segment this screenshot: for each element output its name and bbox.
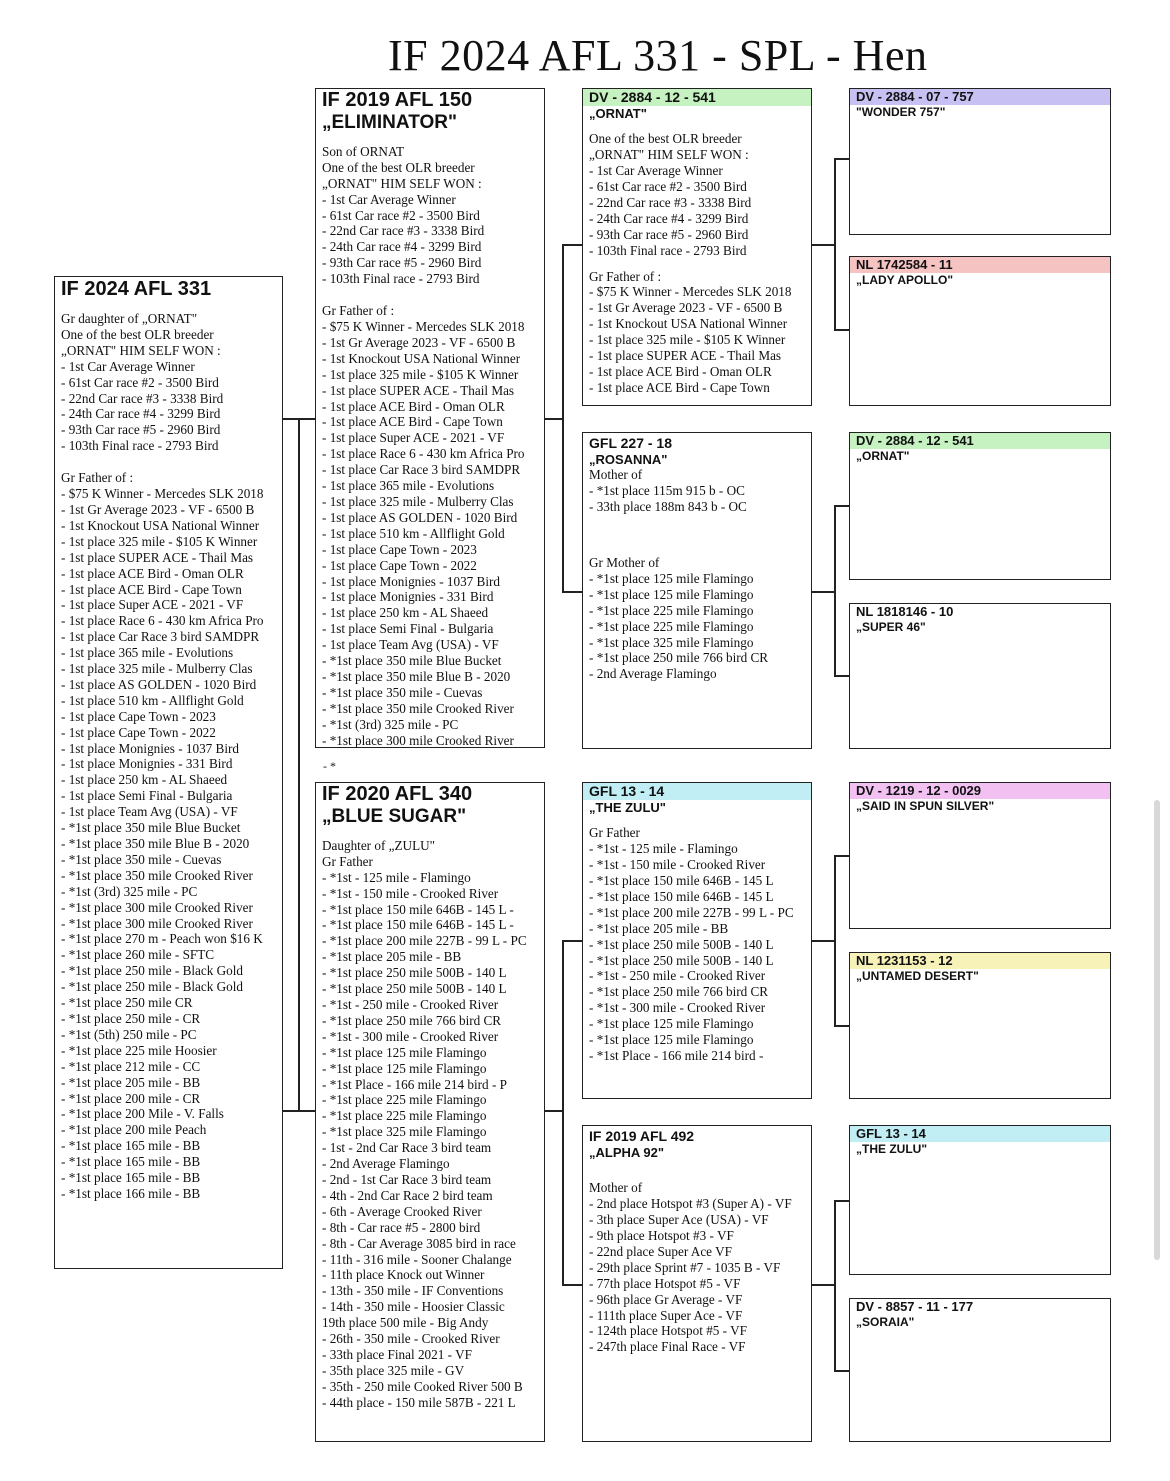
record-line: - 77th place Hotspot #5 - VF: [589, 1275, 741, 1291]
record-line: - $75 K Winner - Mercedes SLK 2018: [589, 284, 792, 300]
connector: [834, 505, 849, 507]
record-line: - *1st (3rd) 325 mile - PC: [322, 716, 459, 732]
record-line: - *1st place 125 mile Flamingo: [589, 1032, 754, 1048]
record-line: - 4th - 2nd Car Race 2 bird team: [322, 1187, 493, 1203]
record-line: - 1st place Cape Town - 2023: [322, 541, 477, 557]
record-line: - 1st place Cape Town - 2022: [322, 557, 477, 573]
record-line: One of the best OLR breeder: [322, 159, 475, 175]
record-line: - 1st place SUPER ACE - Thail Mas: [322, 382, 515, 398]
record-line: - 1st place ACE Bird - Oman OLR: [589, 364, 772, 380]
dam-sire-box: [582, 782, 812, 1099]
record-line: - *1st place 250 mile - CR: [61, 1010, 201, 1026]
record-line: - 1st Gr Average 2023 - VF - 6500 B: [589, 300, 783, 316]
dam-sire-name: „THE ZULU": [589, 799, 666, 815]
record-line: - 1st place AS GOLDEN - 1020 Bird: [322, 509, 518, 525]
record-line: - *1st place 300 mile Crooked River: [322, 732, 514, 748]
record-line: - *1st Place - 166 mile 214 bird - P: [322, 1076, 507, 1092]
record-line: - 1st place Race 6 - 430 km Africa Pro: [322, 446, 525, 462]
record-line: „ORNAT" HIM SELF WON :: [589, 147, 749, 163]
record-line: Gr Mother of: [589, 555, 660, 571]
record-line: - 1st - 2nd Car Race 3 bird team: [322, 1140, 492, 1156]
dam-ring: IF 2020 AFL 340: [322, 783, 473, 805]
connector: [812, 591, 834, 593]
record-line: - 2nd Average Flamingo: [589, 666, 717, 682]
record-line: - *1st place 250 mile CR: [61, 995, 193, 1011]
record-line: - 1st place Cape Town - 2023: [61, 708, 216, 724]
record-line: - *1st - 300 mile - Crooked River: [589, 1000, 766, 1016]
record-line: - 1st place Car Race 3 bird SAMDPR: [322, 462, 521, 478]
connector: [834, 675, 849, 677]
record-line: - *1st place 250 mile 766 bird CR: [322, 1012, 502, 1028]
record-line: - 1st place Race 6 - 430 km Africa Pro: [61, 613, 264, 629]
record-line: - *1st place 125 mile Flamingo: [589, 570, 754, 586]
record-line: - 1st place ACE Bird - Oman OLR: [322, 398, 505, 414]
record-line: - 33th place 188m 843 b - OC: [589, 499, 747, 515]
ggp-ring-5: DV - 1219 - 12 - 0029: [850, 783, 1110, 799]
record-line: - *1st place 125 mile Flamingo: [589, 1016, 754, 1032]
subject-lines-2: [55, 470, 282, 1202]
record-line: - *1st place 250 mile - Black Gold: [61, 963, 244, 979]
record-line: - 6th - Average Crooked River: [322, 1203, 482, 1219]
record-line: - *1st - 250 mile - Crooked River: [322, 997, 499, 1012]
record-line: - *1st - 300 mile - Crooked River: [322, 1028, 499, 1044]
record-line: - *1st place 350 mile - Cuevas: [61, 851, 222, 867]
record-line: - *1st place 200 mile Peach: [61, 1122, 207, 1138]
ggp-name-4: „SUPER 46": [856, 619, 926, 634]
page-title: IF 2024 AFL 331 - SPL - Hen: [388, 31, 928, 80]
record-line: - 1st Gr Average 2023 - VF - 6500 B: [61, 501, 255, 517]
dam-dam-lines: [583, 1180, 811, 1355]
record-line: - 61st Car race #2 - 3500 Bird: [589, 179, 747, 195]
record-line: - 1st place ACE Bird - Cape Town: [322, 414, 503, 430]
record-line: - 14th - 350 mile - Hoosier Classic: [322, 1299, 505, 1315]
record-line: - 103th Final race - 2793 Bird: [589, 242, 747, 258]
sire-sire-lines-2: [583, 269, 811, 396]
ggp-box-6: [849, 952, 1111, 1099]
record-line: - *1st place 270 m - Peach won $16 K: [61, 931, 263, 947]
record-line: - *1st place 350 mile Crooked River: [61, 867, 253, 883]
record-line: - *1st place 250 mile 500B - 140 L: [589, 936, 774, 952]
subject-ring: IF 2024 AFL 331: [61, 278, 212, 300]
dam-box: [315, 782, 545, 1442]
record-line: - *1st - 125 mile - Flamingo: [589, 841, 738, 857]
ggp-box-4: [849, 603, 1111, 749]
connector: [834, 855, 836, 1026]
subject-lines: [55, 311, 282, 454]
record-line: - 247th place Final Race - VF: [589, 1339, 746, 1355]
sire-dam-ring: GFL 227 - 18: [589, 435, 673, 451]
record-line: - *1st place 225 mile Flamingo: [589, 602, 754, 618]
connector: [834, 1200, 836, 1371]
record-line: - *1st place 225 mile Flamingo: [589, 618, 754, 634]
record-line: - *1st place 200 mile - CR: [61, 1090, 201, 1106]
connector: [562, 1284, 582, 1286]
record-line: - 93th Car race #5 - 2960 Bird: [589, 226, 749, 242]
connector: [834, 158, 849, 160]
ggp-box-2: [849, 256, 1111, 406]
connector: [545, 1110, 563, 1112]
record-line: - *1st place 125 mile Flamingo: [322, 1060, 487, 1076]
record-line: - 1st place 325 mile - Mulberry Clas: [322, 493, 514, 509]
record-line: - 13th - 350 mile - IF Conventions: [322, 1283, 504, 1299]
record-line: - 22nd Car race #3 - 3338 Bird: [589, 194, 752, 210]
ggp-ring-4: NL 1818146 - 10: [856, 604, 954, 619]
record-line: - 2nd Average Flamingo: [322, 1156, 450, 1172]
connector: [562, 244, 582, 246]
dam-dam-name: „ALPHA 92": [589, 1144, 665, 1160]
record-line: „ORNAT" HIM SELF WON :: [322, 175, 482, 191]
record-line: - *1st place 225 mile Hoosier: [61, 1042, 217, 1058]
record-line: - 1st place Monignies - 1037 Bird: [322, 573, 501, 589]
sire-box: [315, 88, 545, 748]
record-line: - 1st place SUPER ACE - Thail Mas: [589, 348, 782, 364]
record-line: - 33th place Final 2021 - VF: [322, 1346, 472, 1362]
connector: [812, 940, 834, 942]
record-line: - *1st place 250 mile 500B - 140 L: [322, 981, 507, 997]
record-line: - *1st place 300 mile Crooked River: [61, 915, 253, 931]
record-line: - *1st place 250 mile 766 bird CR: [589, 984, 769, 1000]
record-line: - *1st place 225 mile Flamingo: [322, 1092, 487, 1108]
record-line: - 35th place 325 mile - GV: [322, 1362, 465, 1378]
record-line: - 2nd place Hotspot #3 (Super A) - VF: [589, 1196, 792, 1212]
record-line: - 1st place 325 mile - Mulberry Clas: [61, 661, 253, 677]
record-line: - 1st place ACE Bird - Cape Town: [589, 379, 770, 395]
record-line: - 1st place 325 mile - $105 K Winner: [61, 533, 258, 549]
ggp-name-5: „SAID IN SPUN SILVER": [856, 798, 995, 813]
record-line: - *1st place 125 mile Flamingo: [322, 1044, 487, 1060]
record-line: - 1st Knockout USA National Winner: [322, 350, 521, 366]
record-line: - *1st - 150 mile - Crooked River: [322, 885, 499, 901]
connector: [562, 940, 564, 1285]
record-line: - *1st place 350 mile Crooked River: [322, 700, 514, 716]
connector: [834, 1370, 849, 1372]
record-line: - 26th - 350 mile - Crooked River: [322, 1331, 500, 1347]
record-line: - 1st place 250 km - AL Shaeed: [61, 772, 228, 788]
record-line: - *1st - 150 mile - Crooked River: [589, 857, 766, 873]
record-line: - $75 K Winner - Mercedes SLK 2018: [322, 319, 525, 334]
record-line: - *1st place 200 mile 227B - 99 L - PC: [322, 933, 527, 949]
record-line: - 1st place 325 mile - $105 K Winner: [589, 332, 786, 348]
record-line: One of the best OLR breeder: [61, 326, 214, 342]
record-line: - 1st place Super ACE - 2021 - VF: [322, 430, 505, 446]
record-line: - 93th Car race #5 - 2960 Bird: [322, 255, 482, 271]
record-line: - *1st place 205 mile - BB: [61, 1074, 201, 1090]
ggp-name-1: "WONDER 757": [856, 104, 946, 119]
record-line: - *1st - 125 mile - Flamingo: [322, 869, 471, 885]
connector: [834, 1025, 849, 1027]
sire-sire-name: „ORNAT": [589, 105, 647, 121]
record-line: - 24th Car race #4 - 3299 Bird: [322, 239, 482, 255]
connector: [545, 418, 563, 420]
connector: [834, 505, 836, 676]
stray-note: - *: [323, 759, 336, 773]
record-line: - 1st place Team Avg (USA) - VF: [61, 804, 238, 820]
record-line: Son of ORNAT: [322, 143, 405, 159]
scrollbar-thumb[interactable]: [1154, 800, 1160, 1260]
record-line: - *1st place 350 mile Blue Bucket: [61, 820, 241, 836]
record-line: - 1st place ACE Bird - Oman OLR: [61, 565, 244, 581]
record-line: - *1st place 165 mile - BB: [61, 1138, 201, 1154]
record-line: - *1st place 125 mile Flamingo: [589, 586, 754, 602]
ggp-box-5: [849, 782, 1111, 929]
record-line: - 22nd Car race #3 - 3338 Bird: [61, 390, 224, 406]
record-line: - 1st place Super ACE - 2021 - VF: [61, 597, 244, 613]
dam-name: „BLUE SUGAR": [322, 806, 467, 827]
connector: [562, 940, 582, 942]
record-line: „ORNAT" HIM SELF WON :: [61, 342, 221, 358]
connector: [562, 244, 564, 592]
record-line: - *1st (3rd) 325 mile - PC: [61, 883, 198, 899]
connector: [298, 1110, 315, 1112]
record-line: - 1st Knockout USA National Winner: [589, 316, 788, 332]
record-line: - 1st Car Average Winner: [61, 358, 195, 374]
record-line: - *1st place 115m 915 b - OC: [589, 483, 745, 499]
record-line: - *1st place 212 mile - CC: [61, 1058, 201, 1074]
record-line: - 1st place Semi Final - Bulgaria: [322, 621, 494, 637]
record-line: - *1st place 225 mile Flamingo: [322, 1108, 487, 1124]
record-line: - 22nd place Super Ace VF: [589, 1243, 732, 1259]
connector: [812, 244, 834, 246]
record-line: - 1st Car Average Winner: [589, 163, 723, 179]
record-line: Mother of: [589, 467, 643, 483]
sire-dam-lines: [583, 467, 811, 515]
record-line: - *1st place 350 mile Blue Bucket: [322, 653, 502, 669]
record-line: - 1st place 365 mile - Evolutions: [322, 478, 495, 494]
record-line: - 3th place Super Ace (USA) - VF: [589, 1212, 769, 1228]
record-line: - 111th place Super Ace - VF: [589, 1307, 743, 1323]
connector: [298, 418, 315, 420]
dam-dam-box: [582, 1125, 812, 1442]
connector: [834, 329, 849, 331]
ggp-ring-3: DV - 2884 - 12 - 541: [850, 433, 1110, 449]
record-line: - $75 K Winner - Mercedes SLK 2018: [61, 486, 264, 502]
connector: [834, 1200, 849, 1202]
connector: [812, 1284, 834, 1286]
connector: [283, 418, 299, 420]
record-line: - 1st place 250 km - AL Shaeed: [322, 605, 489, 621]
connector: [283, 1110, 299, 1112]
record-line: - 2nd - 1st Car Race 3 bird team: [322, 1171, 492, 1187]
record-line: - *1st place 300 mile Crooked River: [61, 899, 253, 915]
record-line: - 1st Gr Average 2023 - VF - 6500 B: [322, 334, 516, 350]
ggp-box-3: [849, 432, 1111, 580]
ggp-name-8: „SORAIA": [856, 1314, 915, 1329]
record-line: - 124th place Hotspot #5 - VF: [589, 1323, 747, 1339]
sire-lines: [316, 144, 544, 287]
record-line: - 103th Final race - 2793 Bird: [61, 438, 219, 454]
record-line: - 1st place AS GOLDEN - 1020 Bird: [61, 676, 257, 692]
connector: [834, 855, 849, 857]
record-line: Gr Father of :: [589, 268, 662, 284]
record-line: - 1st place 510 km - Allflight Gold: [61, 692, 244, 708]
subject-box: [54, 276, 283, 1269]
record-line: - 11th - 316 mile - Sooner Chalange: [322, 1251, 512, 1267]
record-line: - 1st place 365 mile - Evolutions: [61, 645, 234, 661]
sire-ring: IF 2019 AFL 150: [322, 89, 473, 111]
record-line: - 29th place Sprint #7 - 1035 B - VF: [589, 1259, 781, 1275]
sire-name: „ELIMINATOR": [322, 112, 457, 133]
sire-lines-2: [316, 303, 544, 748]
record-line: Mother of: [589, 1180, 643, 1196]
ggp-ring-2: NL 1742584 - 11: [850, 257, 1110, 273]
record-line: Gr Father: [589, 825, 640, 841]
record-line: Gr daughter of „ORNAT": [61, 311, 198, 326]
ggp-ring-6: NL 1231153 - 12: [850, 953, 1110, 969]
ggp-ring-8: DV - 8857 - 11 - 177: [856, 1299, 974, 1314]
record-line: - *1st place 250 mile - Black Gold: [61, 979, 244, 995]
record-line: 19th place 500 mile - Big Andy: [322, 1315, 489, 1331]
record-line: - 1st place 325 mile - $105 K Winner: [322, 366, 519, 382]
record-line: - *1st place 150 mile 646B - 145 L -: [322, 901, 514, 917]
ggp-name-2: „LADY APOLLO": [856, 272, 954, 287]
record-line: - 1st place 510 km - Allflight Gold: [322, 525, 505, 541]
connector: [834, 158, 836, 330]
sire-sire-ring: DV - 2884 - 12 - 541: [583, 89, 811, 106]
record-line: - *1st place 150 mile 646B - 145 L: [589, 888, 774, 904]
record-line: - *1st place 200 Mile - V. Falls: [61, 1106, 224, 1122]
record-line: - *1st place 150 mile 646B - 145 L: [589, 873, 774, 889]
record-line: - *1st place 200 mile 227B - 99 L - PC: [589, 904, 794, 920]
record-line: - 22nd Car race #3 - 3338 Bird: [322, 223, 485, 239]
record-line: - *1st place 166 mile - BB: [61, 1185, 201, 1201]
sire-sire-lines: [583, 131, 811, 258]
record-line: - *1st place 350 mile Blue B - 2020: [61, 836, 250, 851]
record-line: - 35th - 250 mile Cooked River 500 B: [322, 1378, 523, 1394]
record-line: - *1st place 150 mile 646B - 145 L -: [322, 917, 514, 933]
record-line: - 1st place Cape Town - 2022: [61, 724, 216, 740]
sire-dam-box: [582, 432, 812, 749]
record-line: - 8th - Car Average 3085 bird in race: [322, 1235, 516, 1251]
connector: [298, 418, 300, 1111]
record-line: - 44th place - 150 mile 587B - 221 L: [322, 1394, 516, 1410]
record-line: - *1st place 205 mile - BB: [322, 949, 462, 965]
record-line: - 1st Knockout USA National Winner: [61, 517, 260, 533]
record-line: - *1st place 165 mile - BB: [61, 1170, 201, 1186]
record-line: - *1st place 205 mile - BB: [589, 920, 729, 936]
record-line: - *1st place 260 mile - SFTC: [61, 947, 215, 963]
dam-lines: [316, 838, 544, 1411]
connector: [562, 591, 582, 593]
sire-sire-box: [582, 88, 812, 406]
record-line: - 1st place Semi Final - Bulgaria: [61, 788, 233, 804]
dam-sire-ring: GFL 13 - 14: [583, 783, 811, 800]
record-line: - 103th Final race - 2793 Bird: [322, 271, 480, 287]
ggp-ring-1: DV - 2884 - 07 - 757: [850, 89, 1110, 105]
record-line: - *1st place 350 mile - Cuevas: [322, 684, 483, 700]
dam-sire-lines: [583, 825, 811, 1064]
record-line: - 93th Car race #5 - 2960 Bird: [61, 422, 221, 438]
record-line: - 1st place Team Avg (USA) - VF: [322, 637, 499, 653]
record-line: - *1st place 250 mile 766 bird CR: [589, 650, 769, 666]
sire-dam-lines-2: [583, 555, 811, 682]
record-line: - *1st place 350 mile Blue B - 2020: [322, 668, 511, 684]
ggp-box-7: [849, 1125, 1111, 1275]
record-line: - *1st (5th) 250 mile - PC: [61, 1026, 197, 1042]
record-line: - 9th place Hotspot #3 - VF: [589, 1228, 734, 1244]
record-line: - 1st place Monignies - 331 Bird: [61, 756, 233, 772]
record-line: - 1st place Car Race 3 bird SAMDPR: [61, 629, 260, 645]
ggp-ring-7: GFL 13 - 14: [850, 1126, 1110, 1142]
record-line: - *1st place 325 mile Flamingo: [322, 1124, 487, 1140]
ggp-name-3: „ORNAT": [856, 448, 910, 463]
record-line: - *1st - 250 mile - Crooked River: [589, 968, 766, 984]
record-line: - 24th Car race #4 - 3299 Bird: [589, 210, 749, 226]
record-line: - 11th place Knock out Winner: [322, 1267, 485, 1283]
record-line: - 1st place ACE Bird - Cape Town: [61, 581, 242, 597]
ggp-box-1: [849, 88, 1111, 235]
record-line: - 1st place Monignies - 1037 Bird: [61, 740, 240, 756]
record-line: - 24th Car race #4 - 3299 Bird: [61, 406, 221, 422]
record-line: - 8th - Car race #5 - 2800 bird: [322, 1219, 481, 1235]
record-line: One of the best OLR breeder: [589, 131, 742, 147]
ggp-name-7: „THE ZULU": [856, 1141, 928, 1156]
record-line: - 1st place SUPER ACE - Thail Mas: [61, 549, 254, 565]
record-line: - *1st place 250 mile 500B - 140 L: [322, 965, 507, 981]
record-line: - 61st Car race #2 - 3500 Bird: [322, 207, 480, 223]
record-line: Gr Father of :: [61, 470, 134, 486]
record-line: Gr Father of :: [322, 303, 395, 319]
record-line: - *1st place 250 mile 500B - 140 L: [589, 952, 774, 968]
dam-dam-ring: IF 2019 AFL 492: [589, 1128, 695, 1144]
record-line: - *1st place 165 mile - BB: [61, 1154, 201, 1170]
record-line: - 96th place Gr Average - VF: [589, 1291, 743, 1307]
record-line: - 61st Car race #2 - 3500 Bird: [61, 374, 219, 390]
record-line: - *1st Place - 166 mile 214 bird -: [589, 1048, 764, 1064]
ggp-name-6: „UNTAMED DESERT": [856, 968, 979, 983]
sire-dam-name: „ROSANNA": [589, 451, 668, 467]
record-line: Gr Father: [322, 853, 373, 869]
record-line: - 1st place Monignies - 331 Bird: [322, 589, 494, 605]
ggp-box-8: [849, 1298, 1111, 1442]
record-line: - *1st place 325 mile Flamingo: [589, 634, 754, 650]
record-line: Daughter of „ZULU": [322, 837, 436, 853]
record-line: - 1st Car Average Winner: [322, 191, 456, 207]
